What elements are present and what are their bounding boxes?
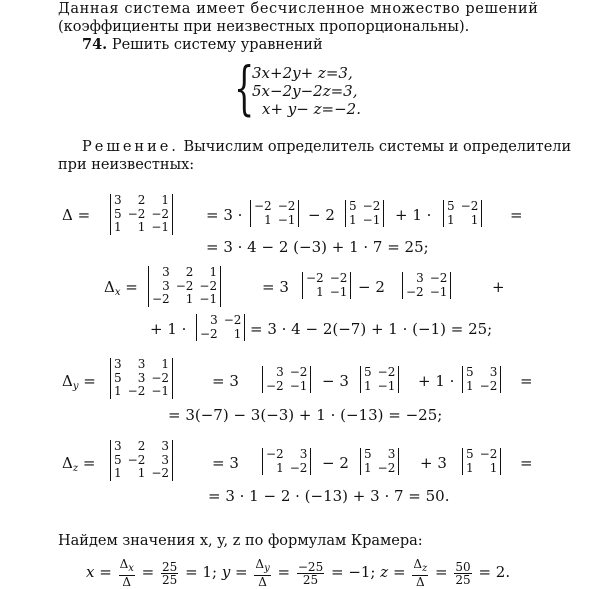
matrix-cell: 1: [470, 212, 479, 227]
matrix-cell: −2: [329, 271, 348, 285]
intro-line-1: Данная система имеет бесчисленное множество решений: [58, 1, 539, 17]
matrix-cell: −2: [362, 199, 381, 213]
delta-op1: − 2: [308, 206, 335, 224]
matrix-cell: 3: [387, 447, 396, 461]
solution-word: Решение.: [82, 139, 179, 155]
problem-number: 74.: [82, 36, 108, 53]
matrix-cell: 1: [364, 378, 372, 393]
delta-z-label: $\Delta_z$ =: [62, 454, 96, 474]
matrix-cell: 5: [364, 447, 372, 461]
delta-label: Δ =: [62, 206, 91, 224]
matrix-cell: −2: [289, 365, 308, 379]
problem-text: Решить систему уравнений: [111, 37, 323, 53]
matrix-cell: 1: [316, 284, 324, 299]
matrix-cell: −2: [200, 326, 218, 341]
delta-x-matrix: [148, 266, 221, 307]
matrix-cell: 3: [162, 278, 170, 293]
matrix-cell: −2: [479, 447, 498, 461]
delta-y-op1: − 3: [322, 372, 349, 390]
matrix-cell: −2: [199, 278, 218, 293]
delta-y-result: = 3(−7) − 3(−3) + 1 · (−13) = −25;: [168, 406, 443, 424]
matrix-cell: 3: [489, 365, 498, 379]
matrix-cell: 1: [466, 378, 474, 393]
matrix-cell: −1: [377, 378, 396, 393]
matrix-cell: −1: [199, 292, 218, 306]
matrix-cell: −1: [277, 212, 296, 227]
matrix-cell: 1: [276, 460, 284, 475]
matrix-cell: −1: [151, 220, 170, 234]
delta-eq1: = 3 ·: [206, 206, 243, 224]
delta-z-eq1: = 3: [212, 454, 239, 472]
matrix-cell: 5: [114, 370, 122, 385]
delta-result: = 3 · 4 − 2 (−3) + 1 · 7 = 25;: [206, 238, 429, 256]
matrix-cell: 3: [276, 365, 284, 379]
matrix-cell: 1: [209, 265, 218, 279]
problem-statement: [82, 36, 323, 54]
delta-op2: + 1 ·: [395, 206, 432, 224]
delta-y-label: $\Delta_y$ =: [62, 372, 96, 392]
matrix-cell: 1: [137, 466, 146, 480]
delta-y-eq1: = 3: [212, 372, 239, 390]
matrix-cell: 3: [299, 447, 308, 461]
matrix-cell: −2: [479, 378, 498, 393]
matrix-cell: 3: [162, 265, 170, 279]
matrix-cell: 2: [137, 193, 146, 207]
matrix-cell: 3: [114, 357, 122, 371]
matrix-cell: −2: [127, 206, 146, 221]
matrix-cell: −2: [429, 271, 448, 285]
matrix-cell: −1: [429, 284, 448, 299]
matrix-cell: 1: [161, 193, 170, 207]
z-frac-sym: $\frac{\Delta_z}{\Delta}$: [413, 557, 428, 589]
delta-z-minor-3: [462, 448, 501, 475]
matrix-cell: −2: [377, 460, 396, 475]
delta-x-minor-2: [402, 272, 451, 299]
delta-x-eq1: = 3: [262, 278, 289, 296]
matrix-cell: −1: [289, 378, 308, 393]
matrix-cell: −1: [329, 284, 348, 299]
delta-minor-3: [443, 200, 482, 227]
matrix-cell: −2: [152, 292, 170, 306]
delta-x-cont: + 1 ·: [150, 320, 187, 338]
matrix-cell: 3: [137, 370, 146, 385]
matrix-cell: 1: [364, 460, 372, 475]
delta-z-minor-1: [262, 448, 311, 475]
matrix-cell: 1: [233, 326, 242, 341]
matrix-cell: 3: [137, 357, 146, 371]
delta-z-minor-2: [360, 448, 399, 475]
system-eq-3: x+ y− z=−2.: [262, 100, 361, 118]
delta-x-minor-1: [302, 272, 351, 299]
delta-y-minor-1: [262, 366, 311, 393]
matrix-cell: 1: [137, 220, 146, 234]
matrix-cell: −1: [362, 212, 381, 227]
solution-text: Вычислим определитель системы и определители: [183, 139, 572, 155]
matrix-cell: 3: [114, 193, 122, 207]
delta-z-matrix: [110, 440, 173, 481]
x-frac-val: $\frac{25}{25}$: [162, 559, 178, 587]
matrix-cell: 2: [185, 265, 194, 279]
delta-z-tail: =: [520, 454, 533, 472]
matrix-cell: −2: [127, 384, 146, 398]
delta-minor-1: [250, 200, 299, 227]
delta-z-op2: + 3: [420, 454, 447, 472]
delta-y-tail: =: [520, 372, 533, 390]
matrix-cell: 5: [114, 206, 122, 221]
y-frac-val: $\frac{-25}{25}$: [297, 559, 324, 587]
matrix-cell: 3: [416, 271, 424, 285]
matrix-cell: 5: [349, 199, 357, 213]
matrix-cell: 1: [114, 220, 122, 234]
matrix-cell: 3: [114, 439, 122, 453]
matrix-cell: −2: [306, 271, 324, 285]
delta-x-minor-3: [196, 314, 245, 341]
matrix-cell: 1: [349, 212, 357, 227]
matrix-cell: −2: [460, 199, 479, 213]
matrix-cell: 3: [161, 452, 170, 467]
matrix-cell: 5: [466, 365, 474, 379]
x-frac-sym: $\frac{\Delta_x}{\Delta}$: [119, 557, 134, 589]
matrix-cell: −2: [277, 199, 296, 213]
matrix-cell: 1: [489, 460, 498, 475]
delta-z-op1: − 2: [322, 454, 349, 472]
matrix-cell: 2: [137, 439, 146, 453]
system-eq-2: 5x−2y−2z=3,: [252, 82, 358, 100]
delta-x-op1: − 2: [358, 278, 385, 296]
delta-matrix: [110, 194, 173, 235]
matrix-cell: −2: [266, 447, 284, 461]
y-frac-sym: $\frac{\Delta_y}{\Delta}$: [255, 557, 270, 589]
matrix-cell: −2: [254, 199, 272, 213]
delta-minor-2: [345, 200, 384, 227]
delta-x-tail: +: [492, 278, 505, 296]
matrix-cell: −2: [151, 206, 170, 221]
z-frac-val: $\frac{50}{25}$: [455, 559, 471, 587]
intro-line-2: (коэффициенты при неизвестных пропорциональны).: [58, 19, 470, 35]
matrix-cell: 5: [447, 199, 455, 213]
matrix-cell: 5: [364, 365, 372, 379]
matrix-cell: −2: [377, 365, 396, 379]
matrix-cell: −2: [175, 278, 194, 293]
matrix-cell: −2: [151, 466, 170, 480]
system-eq-1: 3x+2y+ z=3,: [252, 64, 353, 82]
delta-y-minor-3: [462, 366, 501, 393]
matrix-cell: −2: [406, 284, 424, 299]
matrix-cell: −2: [151, 370, 170, 385]
matrix-cell: −2: [289, 460, 308, 475]
matrix-cell: 1: [466, 460, 474, 475]
delta-y-matrix: [110, 358, 173, 399]
matrix-cell: 3: [210, 313, 218, 327]
matrix-cell: −1: [151, 384, 170, 398]
delta-tail: =: [510, 206, 523, 224]
matrix-cell: 3: [161, 439, 170, 453]
delta-x-label: $\Delta_x$ =: [104, 278, 138, 298]
matrix-cell: 5: [114, 452, 122, 467]
matrix-cell: −2: [266, 378, 284, 393]
cramer-text: Найдем значения x, y, z по формулам Крамера:: [58, 533, 423, 549]
matrix-cell: 1: [161, 357, 170, 371]
solution-line-1: [82, 138, 571, 156]
delta-y-op2: + 1 ·: [418, 372, 455, 390]
solution-line-2: при неизвестных:: [58, 157, 195, 173]
matrix-cell: 1: [264, 212, 272, 227]
matrix-cell: 1: [114, 384, 122, 398]
matrix-cell: 1: [114, 466, 122, 480]
cramer-formulas: x = $\frac{\Delta_x}{\Delta}$ = $\frac{25}{25}$ = 1; y = $\frac{\Delta_y}{\Delta}$ = $\frac{-25}{25}$ = −1; z = $\frac{\Delta_z}{\Delta}$ = $\frac{50}{25}$ = 2.: [86, 557, 511, 589]
delta-x-result: = 3 · 4 − 2(−7) + 1 · (−1) = 25;: [250, 320, 493, 338]
matrix-cell: −2: [127, 452, 146, 467]
delta-z-result: = 3 · 1 − 2 · (−13) + 3 · 7 = 50.: [208, 487, 450, 505]
matrix-cell: 1: [185, 292, 194, 306]
delta-y-minor-2: [360, 366, 399, 393]
matrix-cell: 1: [447, 212, 455, 227]
matrix-cell: −2: [223, 313, 242, 327]
system-brace: {: [234, 54, 255, 122]
matrix-cell: 5: [466, 447, 474, 461]
